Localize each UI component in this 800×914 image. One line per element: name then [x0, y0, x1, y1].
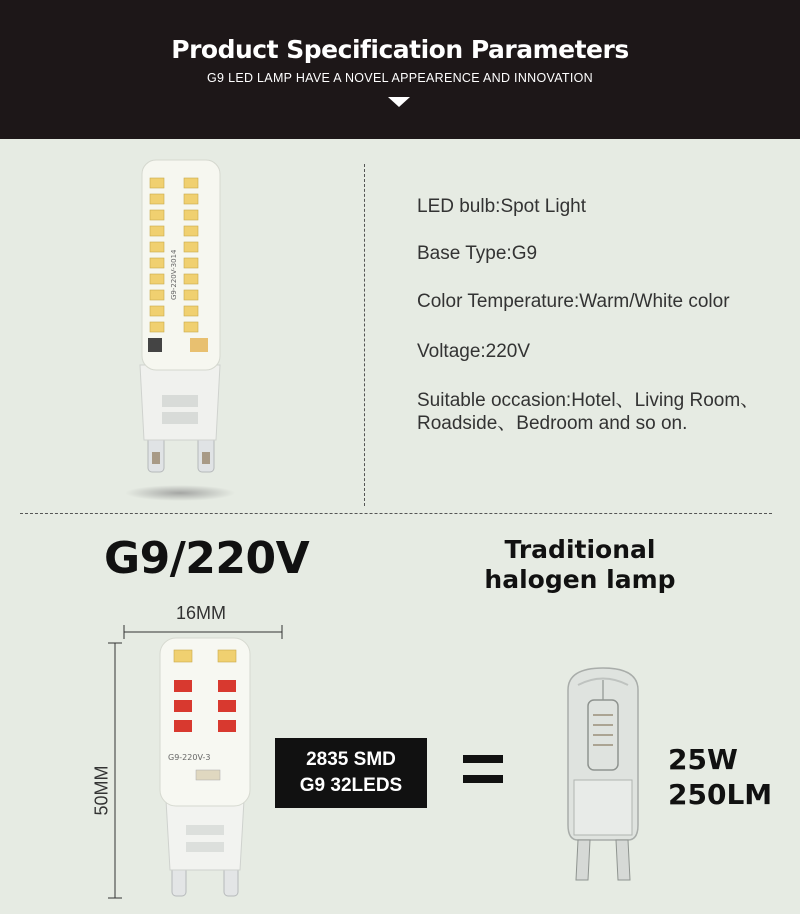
- equals-icon: [463, 755, 503, 795]
- halogen-power: [668, 742, 772, 812]
- width-label: 16MM: [176, 603, 227, 623]
- vertical-divider: [364, 164, 365, 506]
- down-arrow-icon: [388, 97, 410, 107]
- bulb-print-text: G9-220V-3014: [170, 249, 178, 300]
- spec-color-temperature: Color Temperature:Warm/White color: [417, 291, 730, 312]
- halogen-title: [470, 535, 690, 595]
- halogen-bulb-image: [548, 660, 658, 895]
- page-title: Product Specification Parameters: [171, 35, 629, 64]
- halogen-title-line1: Traditional: [504, 535, 656, 564]
- power-lumens: 250LM: [668, 778, 773, 811]
- smd-line1: 2835 SMD: [306, 749, 396, 770]
- spec-voltage: Voltage:220V: [417, 341, 531, 362]
- led-bulb-image: [110, 150, 250, 505]
- height-label: 50MM: [91, 765, 112, 816]
- header-banner: [0, 0, 800, 139]
- page-subtitle: G9 LED LAMP HAVE A NOVEL APPEARENCE AND INNOVATION: [207, 71, 593, 85]
- spec-bulb-type: LED bulb:Spot Light: [417, 196, 587, 217]
- horizontal-divider: [20, 513, 772, 514]
- smd-line2: G9 32LEDS: [299, 775, 403, 796]
- led-bulb-small-image: [150, 630, 260, 900]
- halogen-title-line2: halogen lamp: [484, 565, 676, 594]
- led-title: G9/220V: [104, 533, 310, 584]
- power-watts: 25W: [668, 743, 738, 776]
- bulb-small-print-text: G9-220V-3: [168, 753, 211, 762]
- smd-spec-badge: [275, 738, 427, 808]
- spec-base-type: Base Type:G9: [417, 243, 538, 264]
- spec-suitable-occasion: Suitable occasion:Hotel、Living Room、Roadside、Bedroom and so on.: [417, 390, 760, 434]
